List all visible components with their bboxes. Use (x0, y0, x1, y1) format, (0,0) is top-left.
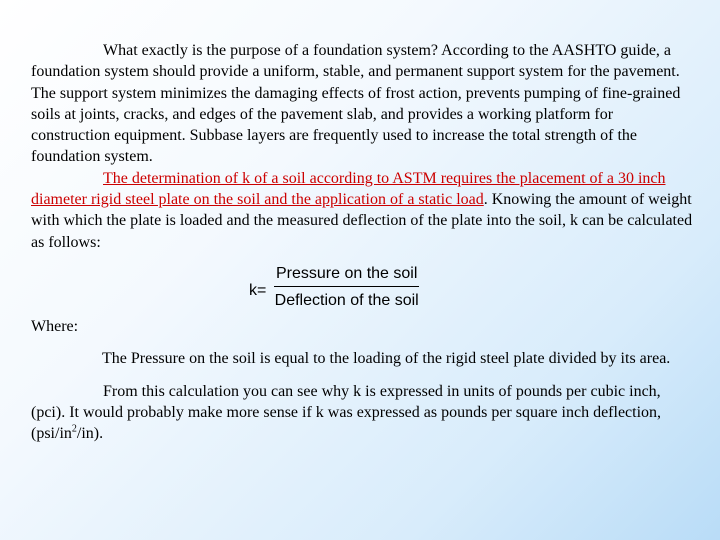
highlighted-astm-text: The determination of k of a soil according to ASTM requires the placement of a 30 inch diameter rigid steel plate on the soil and the application of a static load (31, 169, 666, 209)
paragraph-k-rest: . Knowing the amount of weight with which the plate is loaded and the measured deflection of the plate into the soil, k can be calculated as follows: (31, 191, 693, 251)
paragraph-foundation-purpose: What exactly is the purpose of a foundation system? According to the AASHTO guide, a foundation system should provide a uniform, stable, and permanent support system for the pavement. The support system minimizes the damaging effects of frost action, prevents pumping of fine-grained soils at joints, cracks, and edges of the pavement slab, and provides a working platform for construction equipment. Subbase layers are frequently used to increase the total strength of the foundation system. (31, 42, 681, 166)
formula-denominator: Deflection of the soil (274, 292, 419, 310)
paragraph-units-end: /in). (76, 425, 104, 443)
paragraph-k-determination (31, 168, 695, 253)
k-formula (249, 263, 695, 313)
formula-lhs: k= (249, 281, 267, 299)
formula-numerator: Pressure on the soil (276, 264, 418, 282)
paragraph-units (31, 381, 695, 445)
document-body (31, 40, 695, 444)
formula-fraction (274, 263, 419, 312)
pressure-definition: The Pressure on the soil is equal to the loading of the rigid steel plate divided by its area. (102, 350, 671, 368)
paragraph-units-main: From this calculation you can see why k is expressed in units of pounds per cubic inch, (pci). It would probably make more sense if k was expressed as pounds per square inch deflection, (psi/in (31, 382, 662, 443)
superscript-two: 2 (71, 423, 77, 435)
where-label: Where: (31, 317, 79, 335)
